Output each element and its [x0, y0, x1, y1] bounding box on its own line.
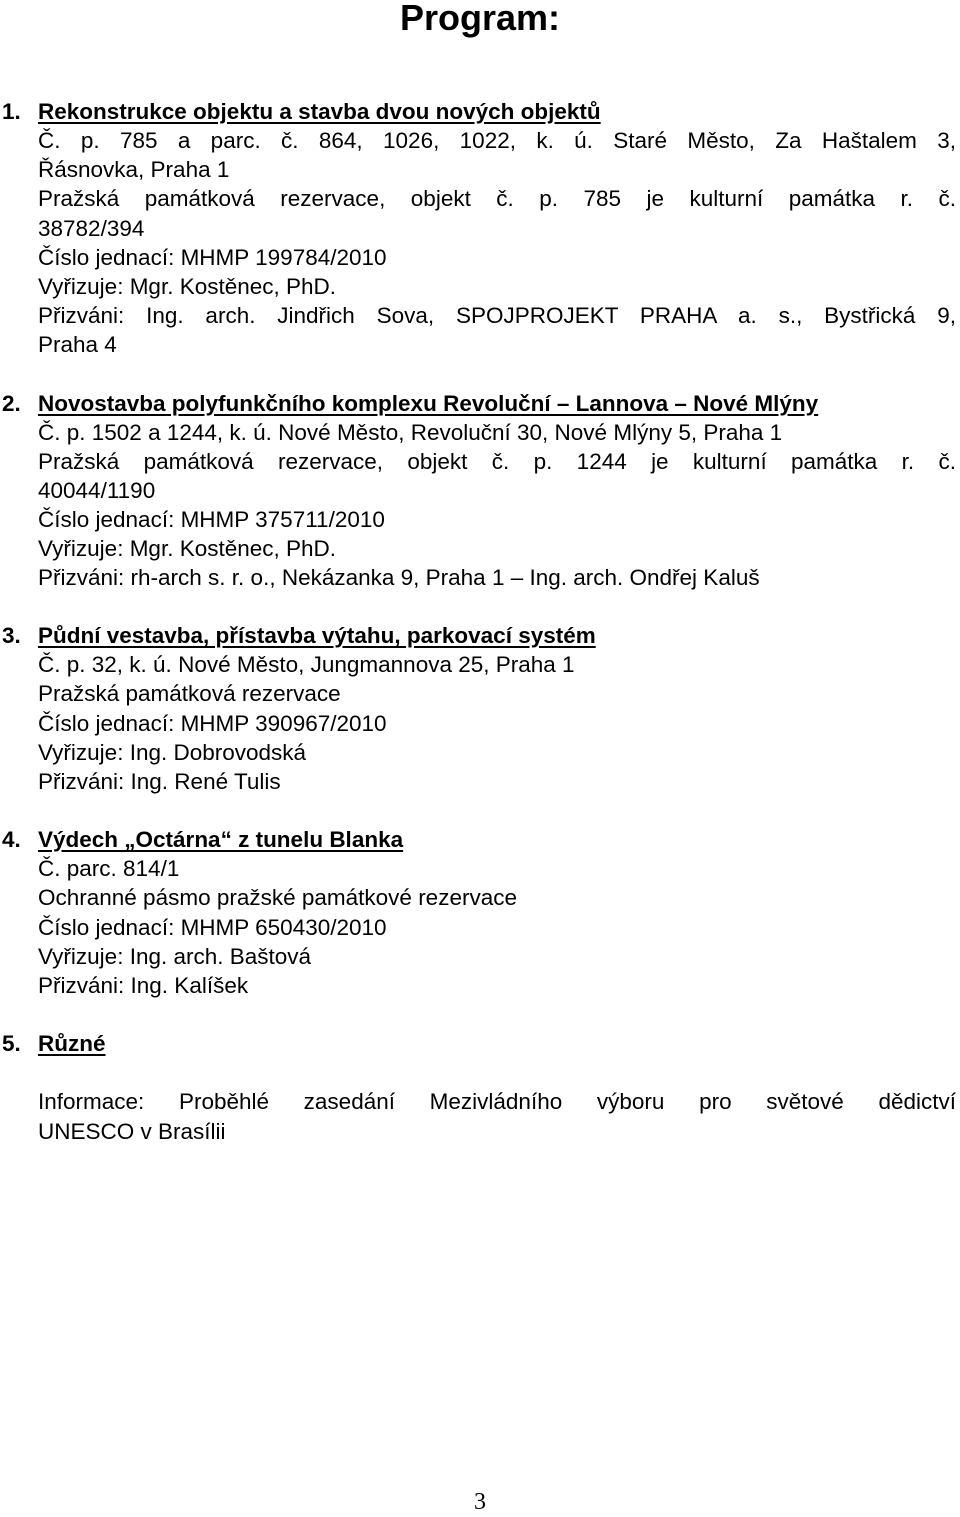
protection-line: Ochranné pásmo pražské památkové rezervace [38, 885, 517, 911]
address-line: Č. p. 32, k. ú. Nové Město, Jungmannova 25, Praha 1 [38, 652, 575, 677]
agenda-item-2 [0, 389, 960, 593]
agenda-item-heading [0, 621, 960, 650]
agenda-item-title: Výdech „Octárna“ z tunelu Blanka [38, 827, 404, 852]
agenda-item-3 [0, 621, 960, 796]
agenda-item-details [0, 854, 960, 1000]
parcel-line: Č. parc. 814/1 [38, 856, 180, 881]
protection-line: Pražská památková rezervace, objekt č. p. 785 je kulturní památka r. č. [38, 186, 956, 212]
agenda-item-heading [0, 97, 960, 126]
address-line: Řásnovka, Praha 1 [38, 157, 230, 183]
invited-line: Přizváni: Ing. arch. Jindřich Sova, SPOJPROJEKT PRAHA a. s., Bystřická 9, [38, 303, 956, 329]
agenda-item-number: 5. [2, 1031, 21, 1056]
agenda-item-number: 2. [2, 391, 21, 416]
page-number: 3 [474, 1489, 486, 1515]
agenda-item-title: Rekonstrukce objektu a stavba dvou nových objektů [38, 99, 601, 124]
agenda-item-heading [0, 825, 960, 854]
information-line: UNESCO v Brasílii [38, 1118, 226, 1144]
agenda-item-details [0, 650, 960, 796]
handled-by-line: Vyřizuje: Ing. arch. Baštová [38, 943, 312, 969]
agenda-item-number: 1. [2, 99, 21, 124]
agenda-item-details [0, 126, 960, 360]
invited-line: Přizváni: Ing. René Tulis [38, 769, 281, 795]
address-line: Č. p. 785 a parc. č. 864, 1026, 1022, k. ú. Staré Město, Za Haštalem 3, [38, 128, 956, 153]
reference-number-line: Číslo jednací: MHMP 199784/2010 [38, 244, 387, 270]
reference-number-line: Číslo jednací: MHMP 650430/2010 [38, 914, 387, 940]
agenda-item-title: Půdní vestavba, přístavba výtahu, parkovací systém [38, 623, 596, 648]
handled-by-line: Vyřizuje: Ing. Dobrovodská [38, 739, 307, 765]
invited-line: Praha 4 [38, 332, 117, 358]
page-title: Program: [399, 0, 561, 38]
protection-line: Pražská památková rezervace, objekt č. p. 1244 je kulturní památka r. č. [38, 449, 956, 475]
agenda-item-4 [0, 825, 960, 1000]
protection-line: 40044/1190 [38, 478, 156, 504]
agenda-item-5 [0, 1029, 960, 1058]
address-line: Č. p. 1502 a 1244, k. ú. Nové Město, Revoluční 30, Nové Mlýny 5, Praha 1 [38, 420, 783, 445]
reference-number-line: Číslo jednací: MHMP 390967/2010 [38, 710, 387, 736]
reference-number-line: Číslo jednací: MHMP 375711/2010 [38, 507, 385, 533]
protection-line: 38782/394 [38, 215, 145, 241]
invited-line: Přizváni: Ing. Kalíšek [38, 973, 249, 999]
agenda-item-title: Novostavba polyfunkčního komplexu Revoluční – Lannova – Nové Mlýny [38, 391, 819, 416]
agenda-item-details [0, 418, 960, 593]
agenda-item-title: Různé [38, 1031, 106, 1056]
invited-line: Přizváni: rh-arch s. r. o., Nekázanka 9, Praha 1 – Ing. arch. Ondřej Kaluš [38, 565, 760, 591]
information-paragraph [38, 1087, 956, 1146]
handled-by-line: Vyřizuje: Mgr. Kostěnec, PhD. [38, 536, 337, 562]
agenda-item-heading [0, 389, 960, 418]
handled-by-line: Vyřizuje: Mgr. Kostěnec, PhD. [38, 274, 337, 300]
information-line: Informace: Proběhlé zasedání Mezivládního výboru pro světové dědictví [38, 1089, 956, 1114]
protection-line: Pražská památková rezervace [38, 681, 341, 707]
agenda-item-heading [0, 1029, 960, 1058]
agenda-item-number: 4. [2, 827, 21, 852]
agenda-item-number: 3. [2, 623, 21, 648]
agenda-item-1 [0, 97, 960, 360]
